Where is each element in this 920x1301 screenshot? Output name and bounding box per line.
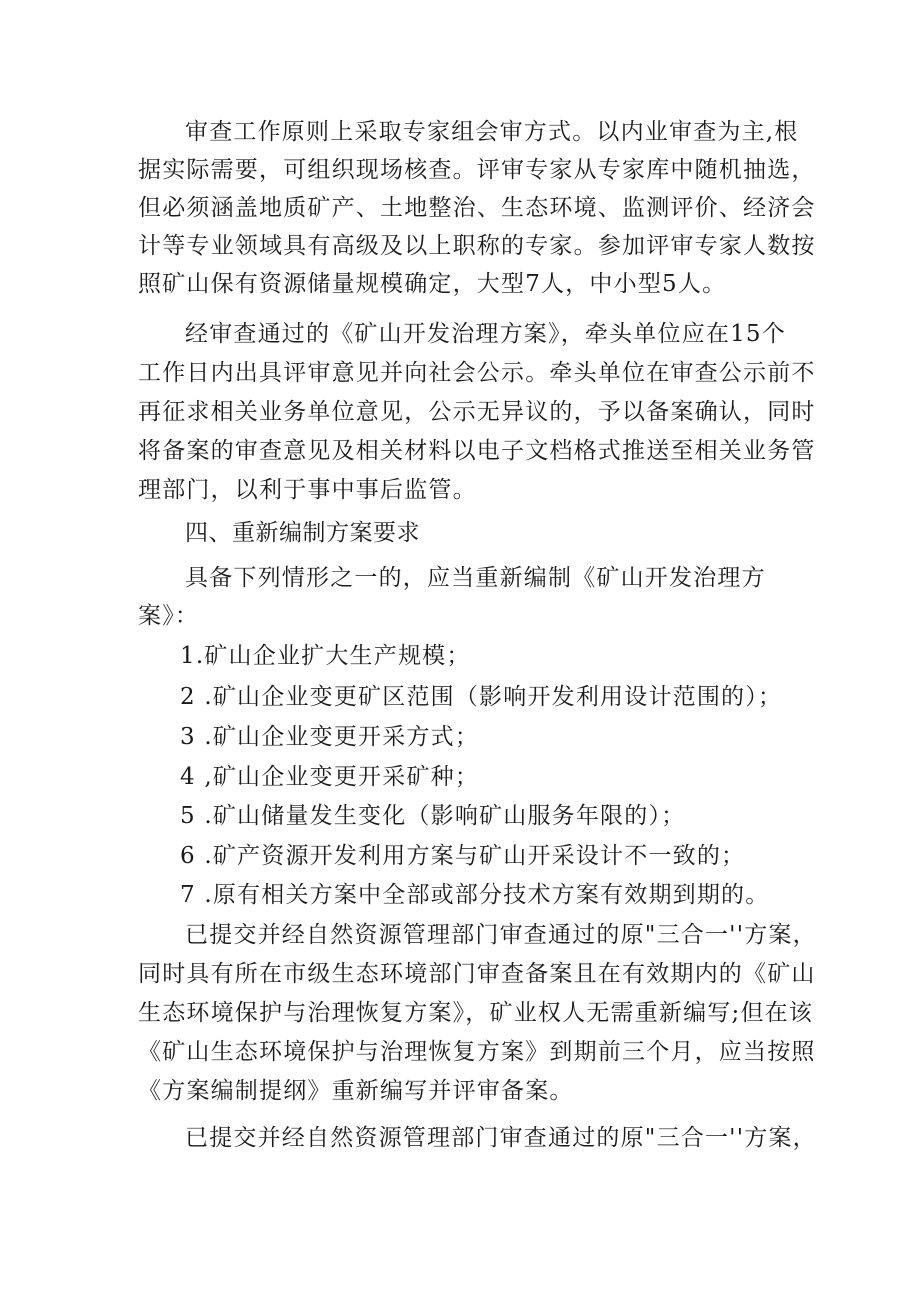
- paragraph-line: 将备案的审查意见及相关材料以电子文档格式推送至相关业务管: [138, 438, 816, 464]
- paragraph-line: 但必须涵盖地质矿产、土地整治、生态环境、监测评价、经济会: [138, 195, 816, 221]
- paragraph-line: 再征求相关业务单位意见，公示无异议的，予以备案确认，同时: [138, 399, 816, 425]
- list-item: 1.矿山企业扩大生产规模；: [180, 643, 471, 669]
- paragraph-line: 工作日内出具评审意见并向社会公示。牵头单位在审查公示前不: [138, 360, 816, 386]
- paragraph-line: 《方案编制提纲》重新编写并评审备案。: [138, 1078, 574, 1104]
- paragraph-line: 计等专业领域具有高级及以上职称的专家。参加评审专家人数按: [138, 233, 816, 259]
- paragraph-line: 已提交并经自然资源管理部门审查通过的原"三合一''方案，: [185, 922, 817, 948]
- paragraph-line: 照矿山保有资源储量规模确定，大型7人，中小型5人。: [138, 271, 727, 297]
- list-item: 6 .矿产资源开发利用方案与矿山开采设计不一致的；: [180, 843, 746, 869]
- paragraph-line: 案》：: [138, 603, 200, 629]
- list-item: 5 .矿山储量发生变化（影响矿山服务年限的）；: [180, 803, 686, 829]
- paragraph-line: 据实际需要，可组织现场核查。评审专家从专家库中随机抽选，: [138, 157, 816, 183]
- list-item: 3 .矿山企业变更开采方式；: [180, 724, 480, 750]
- paragraph-line: 理部门，以利于事中事后监管。: [138, 477, 477, 503]
- paragraph-line: 生态环境保护与治理恢复方案》，矿业权人无需重新编写;但在该: [138, 1000, 814, 1026]
- paragraph-line: 具备下列情形之一的，应当重新编制《矿山开发治理方: [185, 565, 766, 591]
- paragraph-line: 经审查通过的《矿山开发治理方案》，牵头单位应在15个: [185, 321, 786, 347]
- section-heading: 四、重新编制方案要求: [185, 520, 420, 546]
- paragraph-line: 审查工作原则上采取专家组会审方式。以内业审查为主,根: [185, 119, 799, 145]
- list-item: 2 .矿山企业变更矿区范围（影响开发利用设计范围的）；: [180, 684, 783, 710]
- paragraph-line: 同时具有所在市级生态环境部门审查备案且在有效期内的《矿山: [138, 961, 816, 987]
- list-item: 4 ,矿山企业变更开采矿种；: [180, 764, 480, 790]
- list-item: 7 .原有相关方案中全部或部分技术方案有效期到期的。: [180, 882, 770, 908]
- paragraph-line: 《矿山生态环境保护与治理恢复方案》到期前三个月，应当按照: [138, 1039, 816, 1065]
- paragraph-line: 已提交并经自然资源管理部门审查通过的原"三合一''方案，: [185, 1125, 817, 1151]
